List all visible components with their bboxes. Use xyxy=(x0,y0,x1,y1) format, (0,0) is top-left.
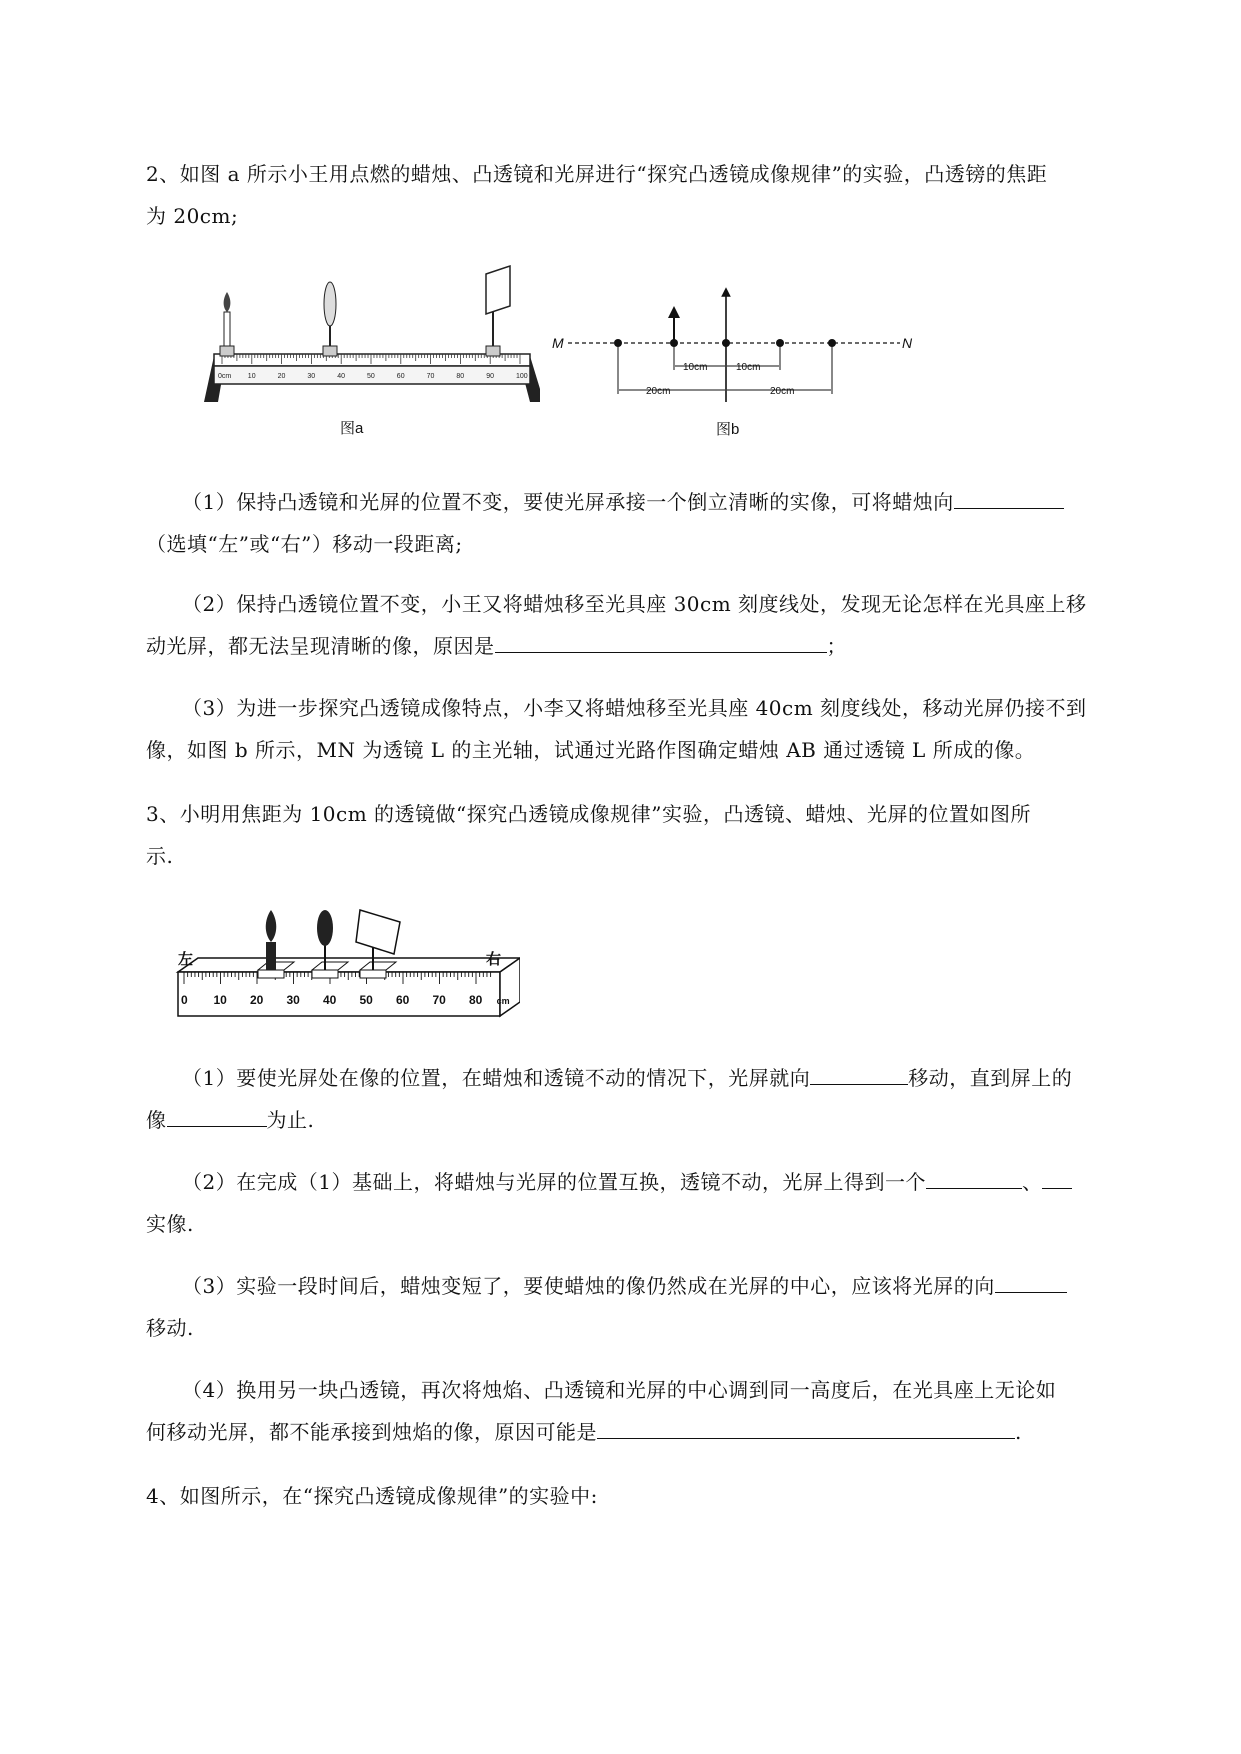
ruler-tick-label: 80 xyxy=(469,993,483,1007)
ruler-tick-label: 50 xyxy=(367,373,375,380)
ruler-tick-label: 100 xyxy=(516,373,528,380)
q3-p4-end: . xyxy=(1015,1420,1022,1444)
ruler-tick-label: 50 xyxy=(359,993,373,1007)
q3-p1-text-a: （1）要使光屏处在像的位置，在蜡烛和透镜不动的情况下，光屏就向 xyxy=(182,1066,811,1090)
q2-p3-line2: 像，如图 b 所示，MN 为透镜 L 的主光轴，试通过光路作图确定蜡烛 AB 通过透镜 L 所成的像。 xyxy=(146,738,1036,762)
answer-blank[interactable] xyxy=(1042,1168,1072,1189)
ruler-tick-label: 60 xyxy=(396,373,405,380)
figure-a-caption: 图a xyxy=(340,420,364,437)
figure-b-principal-axis xyxy=(548,262,918,442)
q3-p4-line1: （4）换用另一块凸透镜，再次将烛焰、凸透镜和光屏的中心调到同一高度后，在光具座上无论如 xyxy=(182,1378,1057,1402)
q3-p4-line2 xyxy=(146,1416,1022,1445)
q3-p1-text-d: 为止. xyxy=(266,1108,315,1132)
q3-p4-text: 何移动光屏，都不能承接到烛焰的像，原因可能是 xyxy=(146,1420,597,1444)
q2-p1-text: （1）保持凸透镜和光屏的位置不变，要使光屏承接一个倒立清晰的实像，可将蜡烛向 xyxy=(182,490,954,514)
q2-p2-line2 xyxy=(146,630,847,659)
q2-p1-line1 xyxy=(182,486,1064,515)
dim-10-right: 10cm xyxy=(736,362,761,373)
dim-10-left: 10cm xyxy=(683,362,708,373)
label-n: N xyxy=(902,335,913,351)
ruler-tick-label: 30 xyxy=(307,373,316,380)
q3-p2-line2: 实像. xyxy=(146,1212,194,1236)
q3-p3-line2: 移动. xyxy=(146,1316,194,1340)
q3-intro-line2: 示. xyxy=(146,844,174,868)
answer-blank[interactable] xyxy=(810,1064,908,1085)
q2-intro-line1: 2、如图 a 所示小王用点燃的蜡烛、凸透镜和光屏进行“探究凸透镜成像规律”的实验，凸透镑的焦距 xyxy=(146,162,1048,186)
q4-intro-line1: 4、如图所示，在“探究凸透镜成像规律”的实验中: xyxy=(146,1484,598,1508)
ruler-unit: cm xyxy=(496,996,510,1006)
q2-p2-line1: （2）保持凸透镜位置不变，小王又将蜡烛移至光具座 30cm 刻度线处，发现无论怎样在光具座上移 xyxy=(182,592,1087,616)
ruler-tick-label: 90 xyxy=(486,373,494,380)
ruler-tick-label: 0 xyxy=(181,993,188,1007)
ruler-tick-label: 20 xyxy=(277,373,286,380)
q3-intro-line1: 3、小明用焦距为 10cm 的透镜做“探究凸透镜成像规律”实验，凸透镜、蜡烛、光屏的位置如图所 xyxy=(146,802,1032,826)
ruler-tick-label: 10 xyxy=(247,373,256,380)
figure-q3-optical-bench xyxy=(174,892,520,1028)
q3-p1-text-c: 像 xyxy=(146,1108,167,1132)
q2-p3-line1: （3）为进一步探究凸透镜成像特点，小李又将蜡烛移至光具座 40cm 刻度线处，移动光屏仍接不到 xyxy=(182,696,1087,720)
q3-p1-text-b: 移动，直到屏上的 xyxy=(908,1066,1073,1090)
q3-p1-line2 xyxy=(146,1104,314,1133)
dim-20-right: 20cm xyxy=(770,386,795,397)
ruler-tick-label: 40 xyxy=(323,993,337,1007)
q3-p3-text: （3）实验一段时间后，蜡烛变短了，要使蜡烛的像仍然成在光屏的中心，应该将光屏的向 xyxy=(182,1274,995,1298)
figure-a-optical-bench xyxy=(200,262,540,442)
ruler-tick-label: 20 xyxy=(250,993,264,1007)
answer-blank[interactable] xyxy=(954,488,1064,509)
label-m: M xyxy=(552,335,564,351)
q2-intro-line2: 为 20cm; xyxy=(146,204,239,228)
label-left: 左 xyxy=(178,951,194,968)
q2-p2-text: 动光屏，都无法呈现清晰的像，原因是 xyxy=(146,634,495,658)
ruler-tick-label: 80 xyxy=(456,373,465,380)
ruler-tick-label: 60 xyxy=(396,993,410,1007)
ruler-tick-label: 70 xyxy=(432,993,446,1007)
ruler-tick-label: 10 xyxy=(213,993,227,1007)
label-right: 右 xyxy=(486,951,502,968)
ruler-tick-label: 40 xyxy=(337,373,345,380)
q3-p3-line1 xyxy=(182,1270,1067,1299)
q3-p2-text-a: （2）在完成（1）基础上，将蜡烛与光屏的位置互换，透镜不动，光屏上得到一个 xyxy=(182,1170,926,1194)
ruler-tick-label: 30 xyxy=(286,993,300,1007)
dim-20-left: 20cm xyxy=(646,386,671,397)
answer-blank[interactable] xyxy=(995,1272,1067,1293)
ruler-tick-label: 0cm xyxy=(218,373,232,380)
q3-p2-text-b: 、 xyxy=(1021,1170,1043,1194)
answer-blank[interactable] xyxy=(597,1418,1015,1439)
q3-p1-line1 xyxy=(182,1062,1072,1091)
answer-blank[interactable] xyxy=(926,1168,1022,1189)
ruler-tick-label: 70 xyxy=(426,373,435,380)
q2-p1-line2: （选填“左”或“右”）移动一段距离; xyxy=(146,532,463,556)
q2-p2-end: ； xyxy=(826,634,847,658)
q3-p2-line1 xyxy=(182,1166,1072,1195)
figure-b-caption: 图b xyxy=(716,421,740,438)
answer-blank[interactable] xyxy=(495,632,827,653)
answer-blank[interactable] xyxy=(167,1106,267,1127)
